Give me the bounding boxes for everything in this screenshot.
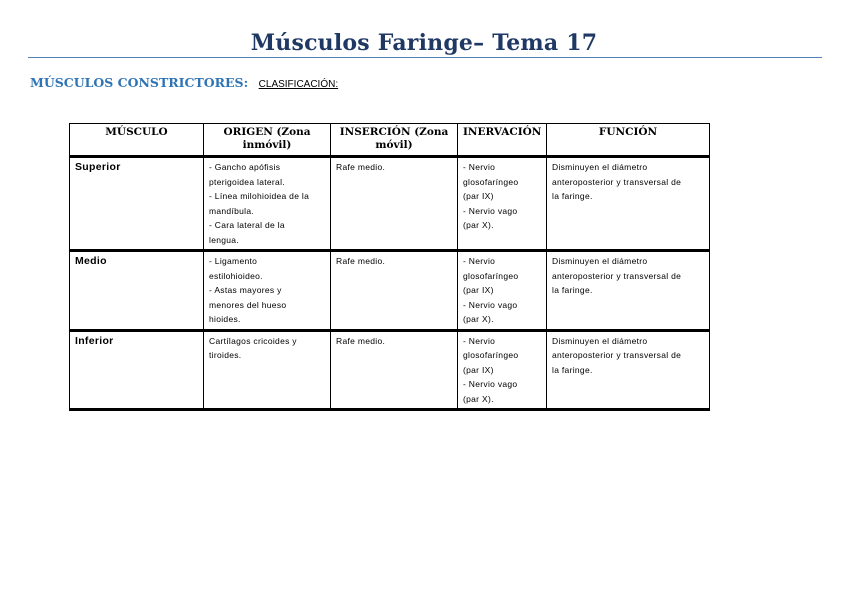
cell-line: - Nervio xyxy=(463,335,496,346)
cell-line: mandíbula. xyxy=(209,205,255,216)
cell-insercion: Rafe medio. xyxy=(331,330,458,410)
header-musculo: MÚSCULO xyxy=(70,124,204,157)
cell-origen xyxy=(204,330,331,410)
cell-line: la faringe. xyxy=(552,364,593,375)
section-heading xyxy=(30,74,338,92)
cell-line: glosofaríngeo xyxy=(463,270,519,281)
table-row xyxy=(70,251,710,331)
cell-line: anteroposterior y transversal de xyxy=(552,270,682,281)
cell-line: hioides. xyxy=(209,314,241,324)
header-funcion: FUNCIÓN xyxy=(547,124,710,157)
cell-line: estilohioideo. xyxy=(209,270,263,281)
cell-line: glosofaríngeo xyxy=(463,176,519,187)
section-heading-sub: CLASIFICACIÓN: xyxy=(258,79,339,90)
cell-line: menores del hueso xyxy=(209,299,287,310)
cell-line: - Nervio vago xyxy=(463,205,518,216)
cell-line: - Nervio xyxy=(463,256,496,266)
table-header-row xyxy=(70,124,710,157)
header-origen: ORIGEN (Zona inmóvil) xyxy=(204,124,331,157)
cell-line: Cartílagos cricoides y xyxy=(209,335,297,346)
cell-origen xyxy=(204,251,331,331)
cell-line: glosofaríngeo xyxy=(463,350,519,360)
cell-line: (par X). xyxy=(463,314,494,324)
cell-line: la faringe. xyxy=(552,285,593,295)
title-underline xyxy=(28,57,822,58)
cell-line: (par X). xyxy=(463,220,494,230)
cell-line: Disminuyen el diámetro xyxy=(552,256,648,266)
cell-line: anteroposterior y transversal de xyxy=(552,350,682,360)
cell-line: - Nervio vago xyxy=(463,299,518,310)
cell-line: - Cara lateral de la xyxy=(209,220,285,230)
header-insercion: INSERCIÓN (Zona móvil) xyxy=(331,124,458,157)
cell-line: pterigoidea lateral. xyxy=(209,176,285,187)
cell-inervacion xyxy=(458,157,547,251)
cell-line: - Línea milohioidea de la xyxy=(209,191,310,201)
table-row xyxy=(70,157,710,251)
cell-line: tiroides. xyxy=(209,350,242,360)
header-inervacion: INERVACIÓN xyxy=(458,124,547,157)
table-row xyxy=(70,330,710,410)
cell-line: - Nervio xyxy=(463,162,496,172)
cell-musculo: Medio xyxy=(70,251,204,331)
cell-funcion xyxy=(547,330,710,410)
cell-line: Disminuyen el diámetro xyxy=(552,162,648,172)
cell-line: (par X). xyxy=(463,393,494,404)
cell-line: - Nervio vago xyxy=(463,379,518,389)
cell-line: (par IX) xyxy=(463,364,494,375)
cell-line: - Gancho apófisis xyxy=(209,162,281,172)
cell-origen xyxy=(204,157,331,251)
cell-line: la faringe. xyxy=(552,191,593,201)
cell-insercion: Rafe medio. xyxy=(331,251,458,331)
cell-line: - Ligamento xyxy=(209,256,258,266)
cell-line: - Astas mayores y xyxy=(209,285,282,295)
cell-line: (par IX) xyxy=(463,285,494,295)
cell-line: (par IX) xyxy=(463,191,494,201)
cell-line: anteroposterior y transversal de xyxy=(552,176,682,187)
cell-funcion xyxy=(547,251,710,331)
cell-line: Disminuyen el diámetro xyxy=(552,335,648,346)
page-title: Músculos Faringe– Tema 17 xyxy=(250,30,598,56)
cell-musculo: Inferior xyxy=(70,330,204,410)
cell-musculo: Superior xyxy=(70,157,204,251)
section-heading-main: MÚSCULOS CONSTRICTORES: xyxy=(30,75,249,90)
cell-inervacion xyxy=(458,330,547,410)
cell-line: lengua. xyxy=(209,234,239,245)
muscles-table xyxy=(69,123,710,411)
cell-inervacion xyxy=(458,251,547,331)
cell-insercion: Rafe medio. xyxy=(331,157,458,251)
cell-funcion xyxy=(547,157,710,251)
